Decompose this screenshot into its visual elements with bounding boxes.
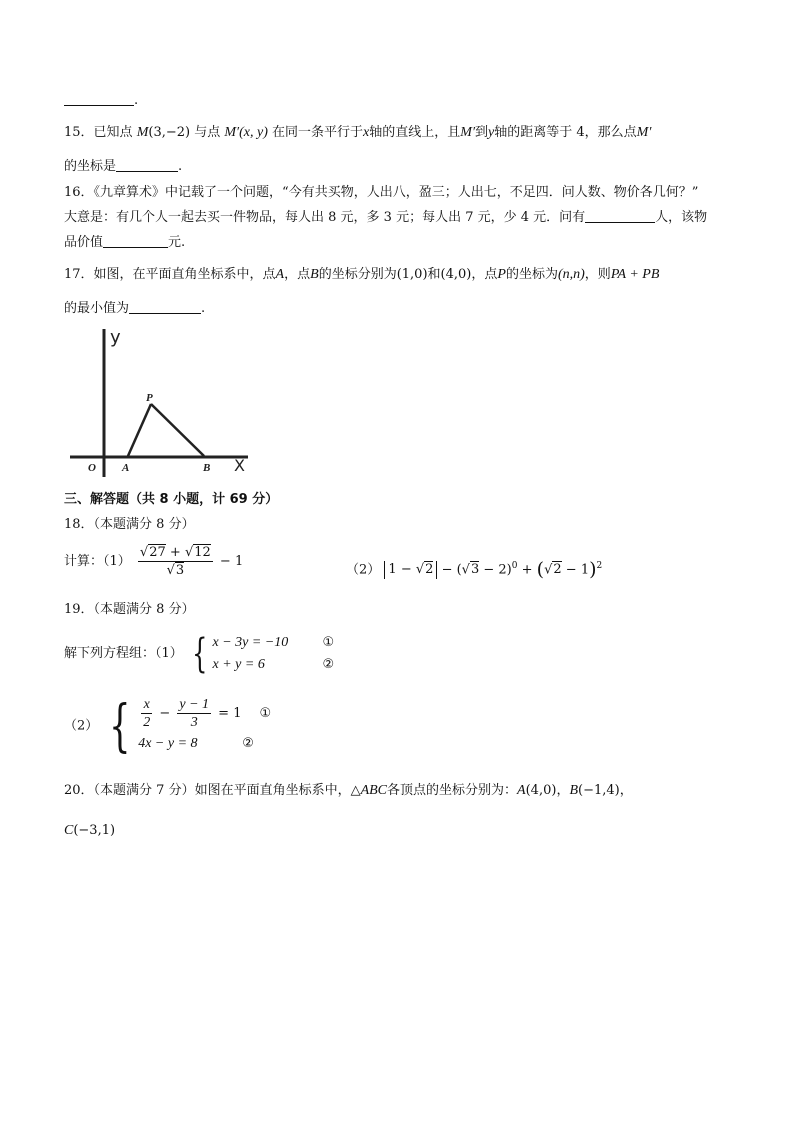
equation-1: x − 3y = −10 bbox=[212, 635, 289, 650]
equation-system bbox=[138, 696, 271, 757]
text: 大意是：有几个人一起去买一件物品，每人出 8 元，多 3 元；每人出 7 元，少 4 元．问有 bbox=[64, 210, 586, 225]
math-B: B bbox=[310, 267, 319, 282]
math-x: x bbox=[363, 125, 370, 140]
text: − ( bbox=[437, 562, 462, 578]
radicand: 2 bbox=[425, 562, 434, 578]
question-15-line-1 bbox=[64, 124, 651, 142]
coord-A: (4,0) bbox=[525, 783, 557, 798]
operator: = 1 bbox=[214, 706, 242, 721]
coord-P: (n,n) bbox=[557, 267, 585, 282]
operator: + bbox=[517, 562, 537, 578]
equation-system bbox=[213, 632, 335, 676]
text: 在同一条平行于 bbox=[272, 125, 364, 140]
question-20-line-1 bbox=[64, 782, 633, 800]
text: 和 bbox=[427, 267, 441, 282]
denominator: 3 bbox=[190, 715, 198, 730]
coord-B: (−1,4) bbox=[578, 783, 620, 798]
label-1: ① bbox=[259, 706, 272, 721]
text: − 2) bbox=[479, 562, 512, 578]
separator: ， bbox=[619, 783, 633, 798]
question-16-line-3 bbox=[64, 234, 185, 252]
coord-M: (3,−2) bbox=[148, 125, 191, 140]
operator: − bbox=[155, 706, 175, 721]
question-18-header: 18．（本题满分 8 分） bbox=[64, 517, 195, 532]
text: （2） bbox=[346, 562, 381, 578]
math-A: A bbox=[275, 267, 285, 282]
origin-label: O bbox=[88, 462, 96, 474]
text: 到 bbox=[475, 125, 489, 140]
text: 品价值 bbox=[64, 235, 104, 250]
coord-M-prime: (x, y) bbox=[239, 125, 268, 140]
question-17-line-2 bbox=[64, 300, 205, 318]
point-A-label: A bbox=[122, 462, 130, 474]
text: 计算：（1） bbox=[64, 554, 131, 569]
math-ABC: ABC bbox=[360, 783, 388, 798]
math-A: A bbox=[517, 783, 526, 798]
operator: + bbox=[165, 545, 185, 560]
brace: { bbox=[109, 693, 131, 759]
answer-blank bbox=[103, 234, 168, 248]
coord-A: (1,0) bbox=[396, 267, 428, 282]
question-17-line-1 bbox=[64, 266, 659, 284]
denominator: 2 bbox=[143, 715, 151, 730]
absolute-value: 1 − √2 bbox=[384, 561, 437, 579]
numerator: √27 + √12 bbox=[139, 545, 211, 560]
paren: ( bbox=[536, 558, 545, 581]
math-PA-plus-PB: PA + PB bbox=[610, 267, 660, 282]
paren: ) bbox=[589, 558, 597, 581]
math-M: M bbox=[136, 125, 149, 140]
question-20-line-2 bbox=[64, 822, 115, 840]
question-19-system-2 bbox=[64, 693, 272, 759]
radicand: 27 bbox=[149, 545, 166, 560]
text: ，则 bbox=[584, 267, 611, 282]
question-19-system-1 bbox=[64, 632, 334, 678]
label-2: ② bbox=[322, 657, 335, 672]
equation-2: x + y = 6 bbox=[212, 657, 265, 672]
text: 人，该物 bbox=[655, 210, 708, 225]
radicand: 3 bbox=[470, 562, 480, 578]
answer-blank bbox=[585, 209, 655, 223]
answer-blank bbox=[116, 158, 178, 172]
label-1: ① bbox=[322, 635, 335, 650]
question-16-line-1: 16．《九章算术》中记载了一个问题，“今有共买物，人出八，盈三；人出七，不足四．问人数、物价各几何？” bbox=[64, 185, 699, 200]
math-P: P bbox=[497, 267, 506, 282]
text: 轴的距离等于 4，那么点 bbox=[494, 125, 637, 140]
operator: − 1 bbox=[215, 554, 244, 569]
math-M-prime: M′ bbox=[636, 125, 652, 140]
text: 已知点 bbox=[93, 125, 133, 140]
text: 与点 bbox=[194, 125, 221, 140]
text: 20．（本题满分 7 分）如图在平面直角坐标系中，△ bbox=[64, 783, 361, 798]
math-y: y bbox=[488, 125, 495, 140]
text: ，点 bbox=[284, 267, 311, 282]
coord-B: (4,0) bbox=[440, 267, 472, 282]
text: 各顶点的坐标分别为： bbox=[387, 783, 518, 798]
text: 的坐标为 bbox=[505, 267, 558, 282]
answer-blank bbox=[64, 92, 134, 106]
period: . bbox=[178, 159, 183, 174]
text: − 1 bbox=[561, 562, 590, 578]
question-15-line-2 bbox=[64, 158, 182, 176]
radicand: 12 bbox=[194, 545, 211, 560]
question-19-header: 19．（本题满分 8 分） bbox=[64, 602, 195, 617]
fraction-1 bbox=[138, 544, 213, 579]
coord-C: (−3,1) bbox=[73, 823, 116, 838]
numerator: y − 1 bbox=[179, 697, 210, 712]
numerator: x bbox=[141, 696, 152, 714]
segment-PA bbox=[128, 404, 151, 456]
coordinate-figure bbox=[66, 325, 256, 485]
math-C: C bbox=[64, 823, 74, 838]
radicand: 2 bbox=[553, 562, 562, 578]
period: . bbox=[134, 93, 139, 108]
text: 的坐标是 bbox=[64, 159, 117, 174]
y-axis-label: y bbox=[110, 327, 121, 348]
radicand: 3 bbox=[175, 563, 185, 578]
section-3-title: 三、解答题（共 8 小题，计 69 分） bbox=[64, 492, 279, 507]
period: . bbox=[201, 301, 206, 316]
question-number: 15． bbox=[64, 125, 94, 140]
point-B-label: B bbox=[203, 462, 211, 474]
exponent: 0 bbox=[511, 561, 518, 571]
text: 轴的直线上，且 bbox=[369, 125, 461, 140]
text: （2） bbox=[64, 718, 99, 734]
separator: ， bbox=[556, 783, 570, 798]
question-18-part-2: （2） $1 - √2 - (√3 - 2)^0 + (√2 - 1)^2$ bbox=[346, 558, 603, 581]
x-axis-label: X bbox=[234, 456, 245, 475]
text: ，点 bbox=[471, 267, 498, 282]
fraction-y-minus-1-over-3 bbox=[177, 696, 211, 731]
math-M-prime: M′ bbox=[460, 125, 476, 140]
question-18-calc bbox=[64, 544, 243, 586]
denominator: √3 bbox=[166, 563, 185, 578]
equation-2: 4x − y = 8 bbox=[138, 736, 198, 751]
text: 的坐标分别为 bbox=[318, 267, 397, 282]
brace: { bbox=[192, 631, 208, 677]
text: 解下列方程组：（1） bbox=[64, 646, 183, 661]
text: 17．如图，在平面直角坐标系中，点 bbox=[64, 267, 276, 282]
exponent: 2 bbox=[596, 561, 603, 571]
text: 的最小值为 bbox=[64, 301, 130, 316]
fraction-x-over-2 bbox=[141, 696, 152, 731]
math-M-prime: M′ bbox=[224, 125, 240, 140]
math-B: B bbox=[569, 783, 579, 798]
text: 元. bbox=[168, 235, 186, 250]
text: 1 − bbox=[388, 562, 416, 578]
answer-blank-line-top bbox=[64, 92, 138, 110]
label-2: ② bbox=[242, 736, 254, 751]
question-16-line-2 bbox=[64, 209, 707, 227]
segment-PB bbox=[151, 404, 204, 456]
point-P-label: P bbox=[146, 392, 153, 404]
answer-blank bbox=[129, 300, 201, 314]
